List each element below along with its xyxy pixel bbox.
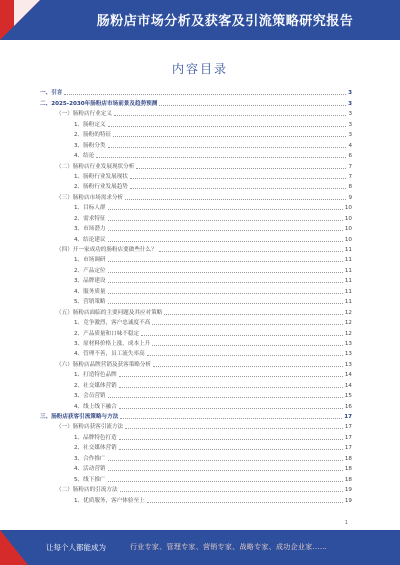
toc-entry-page: 4 bbox=[348, 142, 352, 149]
toc-entry-label: 3、会员营销 bbox=[74, 393, 106, 400]
toc-leader-dots bbox=[108, 397, 343, 398]
toc-entry-page: 10 bbox=[344, 205, 352, 212]
toc-leader-dots bbox=[159, 251, 343, 252]
toc-entry[interactable] bbox=[40, 357, 352, 367]
toc-entry[interactable] bbox=[40, 347, 352, 357]
toc-entry-label: （一）肠粉店行业定义 bbox=[56, 111, 112, 118]
toc-leader-dots bbox=[119, 376, 343, 377]
toc-entry-page: 11 bbox=[344, 267, 352, 274]
toc-leader-dots bbox=[125, 199, 346, 200]
toc-entry[interactable] bbox=[40, 284, 352, 294]
toc-entry[interactable] bbox=[40, 96, 352, 106]
header-white-stripe bbox=[14, 0, 40, 26]
toc-leader-dots bbox=[130, 178, 347, 179]
footer-slogan: 让每个人都能成为 bbox=[46, 543, 106, 552]
toc-entry-page: 15 bbox=[344, 393, 352, 400]
toc-entry[interactable] bbox=[40, 326, 352, 336]
toc-entry-page: 3 bbox=[348, 90, 352, 97]
toc-entry[interactable] bbox=[40, 316, 352, 326]
toc-entry-label: 三、肠粉店获客引流策略与方法 bbox=[40, 414, 119, 420]
toc-leader-dots bbox=[64, 94, 346, 95]
toc-entry-label: （三）肠粉店市场需求分析 bbox=[56, 194, 124, 201]
toc-entry-label: 3、肠粉分类 bbox=[74, 142, 106, 149]
toc-entry-label: 1、市场调研 bbox=[74, 257, 106, 264]
footer-banner bbox=[0, 530, 400, 565]
toc-leader-dots bbox=[152, 324, 343, 325]
toc-entry-page: 7 bbox=[348, 173, 352, 180]
toc-entry-label: 1、打造特色品牌 bbox=[74, 372, 117, 379]
toc-leader-dots bbox=[96, 157, 346, 158]
toc-entry-page: 17 bbox=[344, 434, 352, 441]
toc-leader-dots bbox=[120, 418, 342, 419]
toc-leader-dots bbox=[108, 282, 343, 283]
toc-entry[interactable] bbox=[40, 441, 352, 451]
toc-entry[interactable] bbox=[40, 483, 352, 493]
toc-leader-dots bbox=[108, 230, 343, 231]
toc-entry-label: 5、营销策略 bbox=[74, 299, 106, 306]
toc-entry-label: 一、引言 bbox=[40, 90, 63, 97]
toc-leader-dots bbox=[108, 126, 347, 127]
toc-entry[interactable] bbox=[40, 305, 352, 315]
toc-entry[interactable] bbox=[40, 211, 352, 221]
toc-entry[interactable] bbox=[40, 149, 352, 159]
toc-entry[interactable] bbox=[40, 159, 352, 169]
toc-entry-page: 11 bbox=[344, 288, 352, 295]
toc-entry-label: （四）开一家成功的肠粉店要做些什么？ bbox=[56, 247, 157, 253]
toc-entry-page: 7 bbox=[348, 163, 352, 170]
toc-entry-page: 11 bbox=[344, 257, 352, 264]
toc-entry-label: 4、线上线下融合 bbox=[74, 403, 117, 410]
footer-roles: 行业专家、管理专家、营销专家、战略专家、成功企业家…… bbox=[130, 543, 328, 551]
toc-entry[interactable] bbox=[40, 138, 352, 148]
toc-entry-page: 11 bbox=[344, 299, 352, 306]
toc-entry-page: 12 bbox=[344, 320, 352, 327]
toc-entry-label: 3、市场潜力 bbox=[74, 226, 106, 233]
toc-entry[interactable] bbox=[40, 368, 352, 378]
toc-entry-page: 12 bbox=[344, 330, 352, 337]
toc-entry[interactable] bbox=[40, 410, 352, 420]
header-banner bbox=[0, 0, 400, 40]
toc-entry[interactable] bbox=[40, 117, 352, 127]
toc-entry[interactable] bbox=[40, 243, 352, 253]
toc-leader-dots bbox=[119, 449, 343, 450]
toc-entry-label: （二）肠粉店的引流方法 bbox=[56, 487, 118, 494]
toc-entry[interactable] bbox=[40, 222, 352, 232]
toc-entry-page: 17 bbox=[344, 445, 352, 452]
toc-leader-dots bbox=[153, 366, 343, 367]
toc-entry-label: 3、合作推广 bbox=[74, 455, 106, 462]
toc-entry-label: 二、2025-2030年肠粉店市场前景及趋势预测 bbox=[40, 100, 158, 107]
page-number: 1 bbox=[344, 520, 348, 526]
toc-leader-dots bbox=[108, 147, 347, 148]
toc-leader-dots bbox=[152, 345, 343, 346]
toc-leader-dots bbox=[141, 335, 343, 336]
toc-leader-dots bbox=[125, 428, 343, 429]
toc-entry[interactable] bbox=[40, 201, 352, 211]
toc-entry[interactable] bbox=[40, 190, 352, 200]
toc-entry-page: 3 bbox=[348, 121, 352, 128]
toc-entry-page: 10 bbox=[344, 236, 352, 243]
toc-entry-label: 4、结论建议 bbox=[74, 236, 106, 243]
toc-leader-dots bbox=[114, 115, 346, 116]
toc-entry-label: 2、肠粉行业发展趋势 bbox=[74, 184, 128, 191]
toc-entry-page: 14 bbox=[344, 372, 352, 379]
toc-entry[interactable] bbox=[40, 253, 352, 263]
toc-entry[interactable] bbox=[40, 389, 352, 399]
toc-entry-label: 2、产品质量和口味不稳定 bbox=[74, 330, 140, 337]
report-title: 肠粉店市场分析及获客及引流策略研究报告 bbox=[96, 14, 354, 29]
toc-entry[interactable] bbox=[40, 180, 352, 190]
toc-leader-dots bbox=[108, 481, 343, 482]
footer-red-stripe bbox=[0, 530, 28, 565]
toc-leader-dots bbox=[108, 261, 343, 262]
toc-leader-dots bbox=[119, 387, 343, 388]
toc-entry-page: 3 bbox=[348, 111, 352, 118]
toc-entry-page: 18 bbox=[344, 476, 352, 483]
toc-entry-page: 8 bbox=[348, 184, 352, 191]
toc-entry[interactable] bbox=[40, 430, 352, 440]
toc-entry-label: （一）肠粉店获客引流方法 bbox=[56, 424, 124, 431]
toc-entry-page: 17 bbox=[344, 414, 352, 420]
toc-entry[interactable] bbox=[40, 378, 352, 388]
toc-entry-label: 2、社交媒体营销 bbox=[74, 382, 117, 389]
toc-entry-page: 9 bbox=[348, 194, 352, 201]
toc-entry-label: 2、肠粉的特征 bbox=[74, 132, 112, 139]
toc-entry-label: 1、肠粉定义 bbox=[74, 121, 106, 128]
toc-entry-page: 10 bbox=[344, 226, 352, 233]
toc-entry-page: 11 bbox=[344, 278, 352, 285]
toc-entry[interactable] bbox=[40, 274, 352, 284]
toc-entry-label: 1、肠粉行业发展现状 bbox=[74, 173, 128, 180]
toc-heading: 内容目录 bbox=[171, 62, 228, 76]
toc-entry-label: 2、需求特征 bbox=[74, 215, 106, 222]
toc-entry-label: （二）肠粉店行业发展现状分析 bbox=[56, 163, 135, 170]
toc-entry-label: 5、线下推广 bbox=[74, 476, 106, 483]
toc-entry-label: （五）肠粉店面临的主要问题及其应对策略 bbox=[56, 309, 163, 316]
toc-leader-dots bbox=[108, 470, 343, 471]
toc-leader-dots bbox=[108, 303, 343, 304]
toc-entry-label: 2、社交媒体营销 bbox=[74, 445, 117, 452]
toc-entry[interactable] bbox=[40, 295, 352, 305]
toc-entry[interactable] bbox=[40, 86, 352, 96]
toc-entry[interactable] bbox=[40, 128, 352, 138]
toc-entry-page: 19 bbox=[344, 487, 352, 494]
toc-entry-label: 1、优质服务，客户体验至上 bbox=[74, 497, 145, 504]
toc-entry-label: 3、原材料价格上涨，成本上升 bbox=[74, 340, 151, 347]
toc-entry[interactable] bbox=[40, 399, 352, 409]
toc-entry-label: 4、活动营销 bbox=[74, 466, 106, 473]
toc-leader-dots bbox=[147, 355, 343, 356]
toc-entry-label: 2、产品定位 bbox=[74, 267, 106, 274]
toc-entry-page: 13 bbox=[344, 361, 352, 368]
toc-entry-page: 14 bbox=[344, 382, 352, 389]
toc-entry-label: 3、品牌建设 bbox=[74, 278, 106, 285]
toc-entry-label: 1、品牌特色打造 bbox=[74, 434, 117, 441]
toc-leader-dots bbox=[136, 168, 346, 169]
toc-entry[interactable] bbox=[40, 170, 352, 180]
toc-entry[interactable] bbox=[40, 462, 352, 472]
toc-entry[interactable] bbox=[40, 263, 352, 273]
toc-leader-dots bbox=[108, 272, 343, 273]
toc-leader-dots bbox=[108, 209, 343, 210]
toc-entry-page: 18 bbox=[344, 455, 352, 462]
toc-entry[interactable] bbox=[40, 493, 352, 503]
toc-entry-label: 4、管理不善，员工流失率高 bbox=[74, 351, 145, 358]
toc-entry[interactable] bbox=[40, 232, 352, 242]
toc-entry-page: 13 bbox=[344, 351, 352, 358]
toc-entry-label: 1、竞争激烈，客户忠诚度不高 bbox=[74, 320, 151, 327]
toc-entry-page: 6 bbox=[348, 153, 352, 160]
toc-entry-page: 18 bbox=[344, 466, 352, 473]
toc-entry[interactable] bbox=[40, 451, 352, 461]
toc-entry-page: 17 bbox=[344, 424, 352, 431]
toc-leader-dots bbox=[164, 314, 343, 315]
table-of-contents bbox=[40, 86, 352, 504]
toc-entry-label: （六）肠粉店品牌营销及获客策略分析 bbox=[56, 361, 152, 368]
toc-leader-dots bbox=[119, 408, 343, 409]
toc-leader-dots bbox=[108, 220, 343, 221]
toc-leader-dots bbox=[108, 293, 343, 294]
toc-leader-dots bbox=[113, 136, 346, 137]
toc-leader-dots bbox=[108, 460, 343, 461]
toc-leader-dots bbox=[147, 502, 343, 503]
toc-entry-page: 11 bbox=[344, 247, 352, 253]
toc-entry-label: 4、结论 bbox=[74, 153, 95, 160]
toc-leader-dots bbox=[108, 241, 343, 242]
toc-entry[interactable] bbox=[40, 107, 352, 117]
toc-entry-label: 1、目标人群 bbox=[74, 205, 106, 212]
toc-entry-page: 13 bbox=[344, 340, 352, 347]
toc-entry-page: 3 bbox=[348, 132, 352, 139]
toc-entry[interactable] bbox=[40, 337, 352, 347]
toc-entry-page: 3 bbox=[348, 100, 352, 107]
toc-entry-page: 16 bbox=[344, 403, 352, 410]
toc-leader-dots bbox=[119, 439, 343, 440]
toc-entry-page: 12 bbox=[344, 309, 352, 316]
toc-leader-dots bbox=[130, 188, 347, 189]
toc-entry-page: 19 bbox=[344, 497, 352, 504]
toc-entry-label: 4、服务质量 bbox=[74, 288, 106, 295]
toc-entry[interactable] bbox=[40, 420, 352, 430]
toc-entry-page: 10 bbox=[344, 215, 352, 222]
toc-leader-dots bbox=[159, 105, 346, 106]
toc-entry[interactable] bbox=[40, 472, 352, 482]
toc-leader-dots bbox=[120, 491, 343, 492]
